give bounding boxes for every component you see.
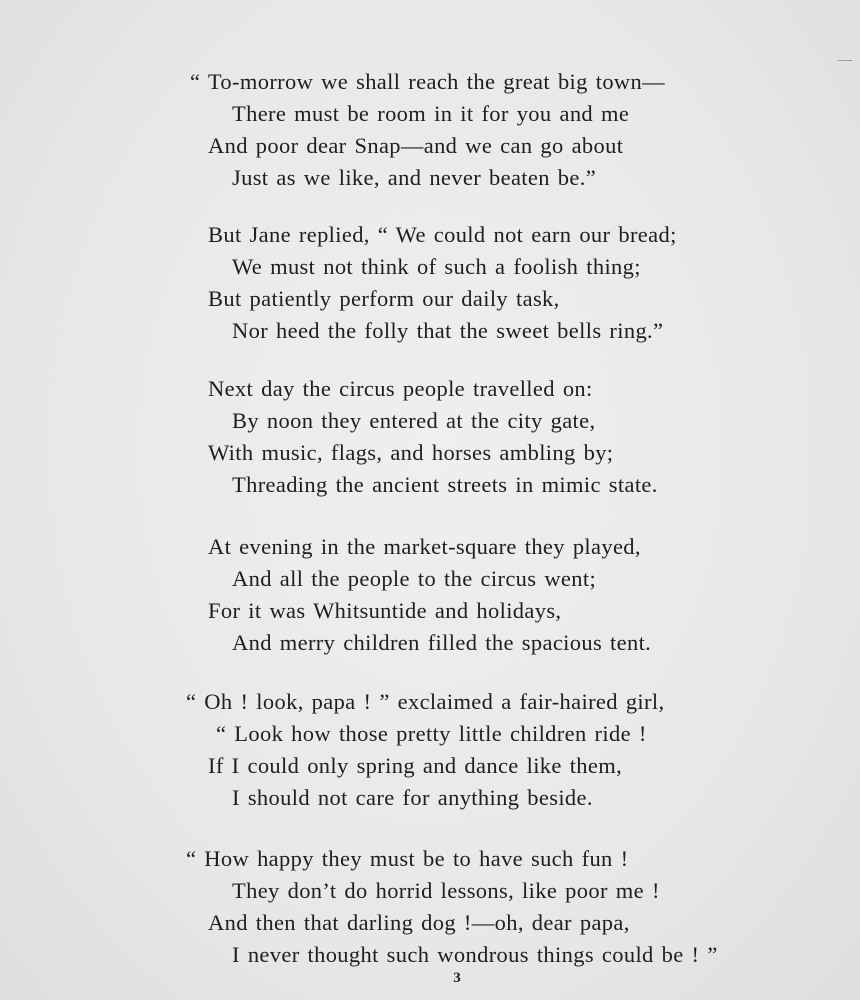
poem-line: And poor dear Snap—and we can go about [208,133,624,158]
page-number: 3 [453,970,461,986]
poem-line: We must not think of such a foolish thing; [232,254,641,279]
poem-line: Just as we like, and never beaten be.” [232,165,597,190]
poem-line: Threading the ancient streets in mimic state. [232,472,658,497]
poem-line: I should not care for anything beside. [232,785,593,810]
poem-line: Nor heed the folly that the sweet bells ring.” [232,318,664,343]
poem-line: And merry children filled the spacious tent. [232,630,652,655]
poem-line: “ Look how those pretty little children ride ! [216,721,647,746]
poem-line: At evening in the market-square they played, [208,534,641,559]
poem-line: They don’t do horrid lessons, like poor me ! [232,878,660,903]
poem-line: And all the people to the circus went; [232,566,597,591]
poem-line: With music, flags, and horses ambling by; [208,440,614,465]
poem-line: For it was Whitsuntide and holidays, [208,598,562,623]
poem-line: But patiently perform our daily task, [208,286,560,311]
poem-line: “ Oh ! look, papa ! ” exclaimed a fair-haired girl, [186,689,665,714]
poem-line: “ How happy they must be to have such fun ! [186,846,629,871]
poem-line: Next day the circus people travelled on: [208,376,593,401]
poem-line: I never thought such wondrous things could be ! ” [232,942,718,967]
poem-line: There must be room in it for you and me [232,101,630,126]
poem-line: But Jane replied, “ We could not earn our bread; [208,222,677,247]
page-edge-mark [838,60,852,61]
poem-line: If I could only spring and dance like them, [208,753,623,778]
poem-line: By noon they entered at the city gate, [232,408,596,433]
poem-line: “ To-morrow we shall reach the great big town— [190,69,665,94]
poem-line: And then that darling dog !—oh, dear papa, [208,910,630,935]
